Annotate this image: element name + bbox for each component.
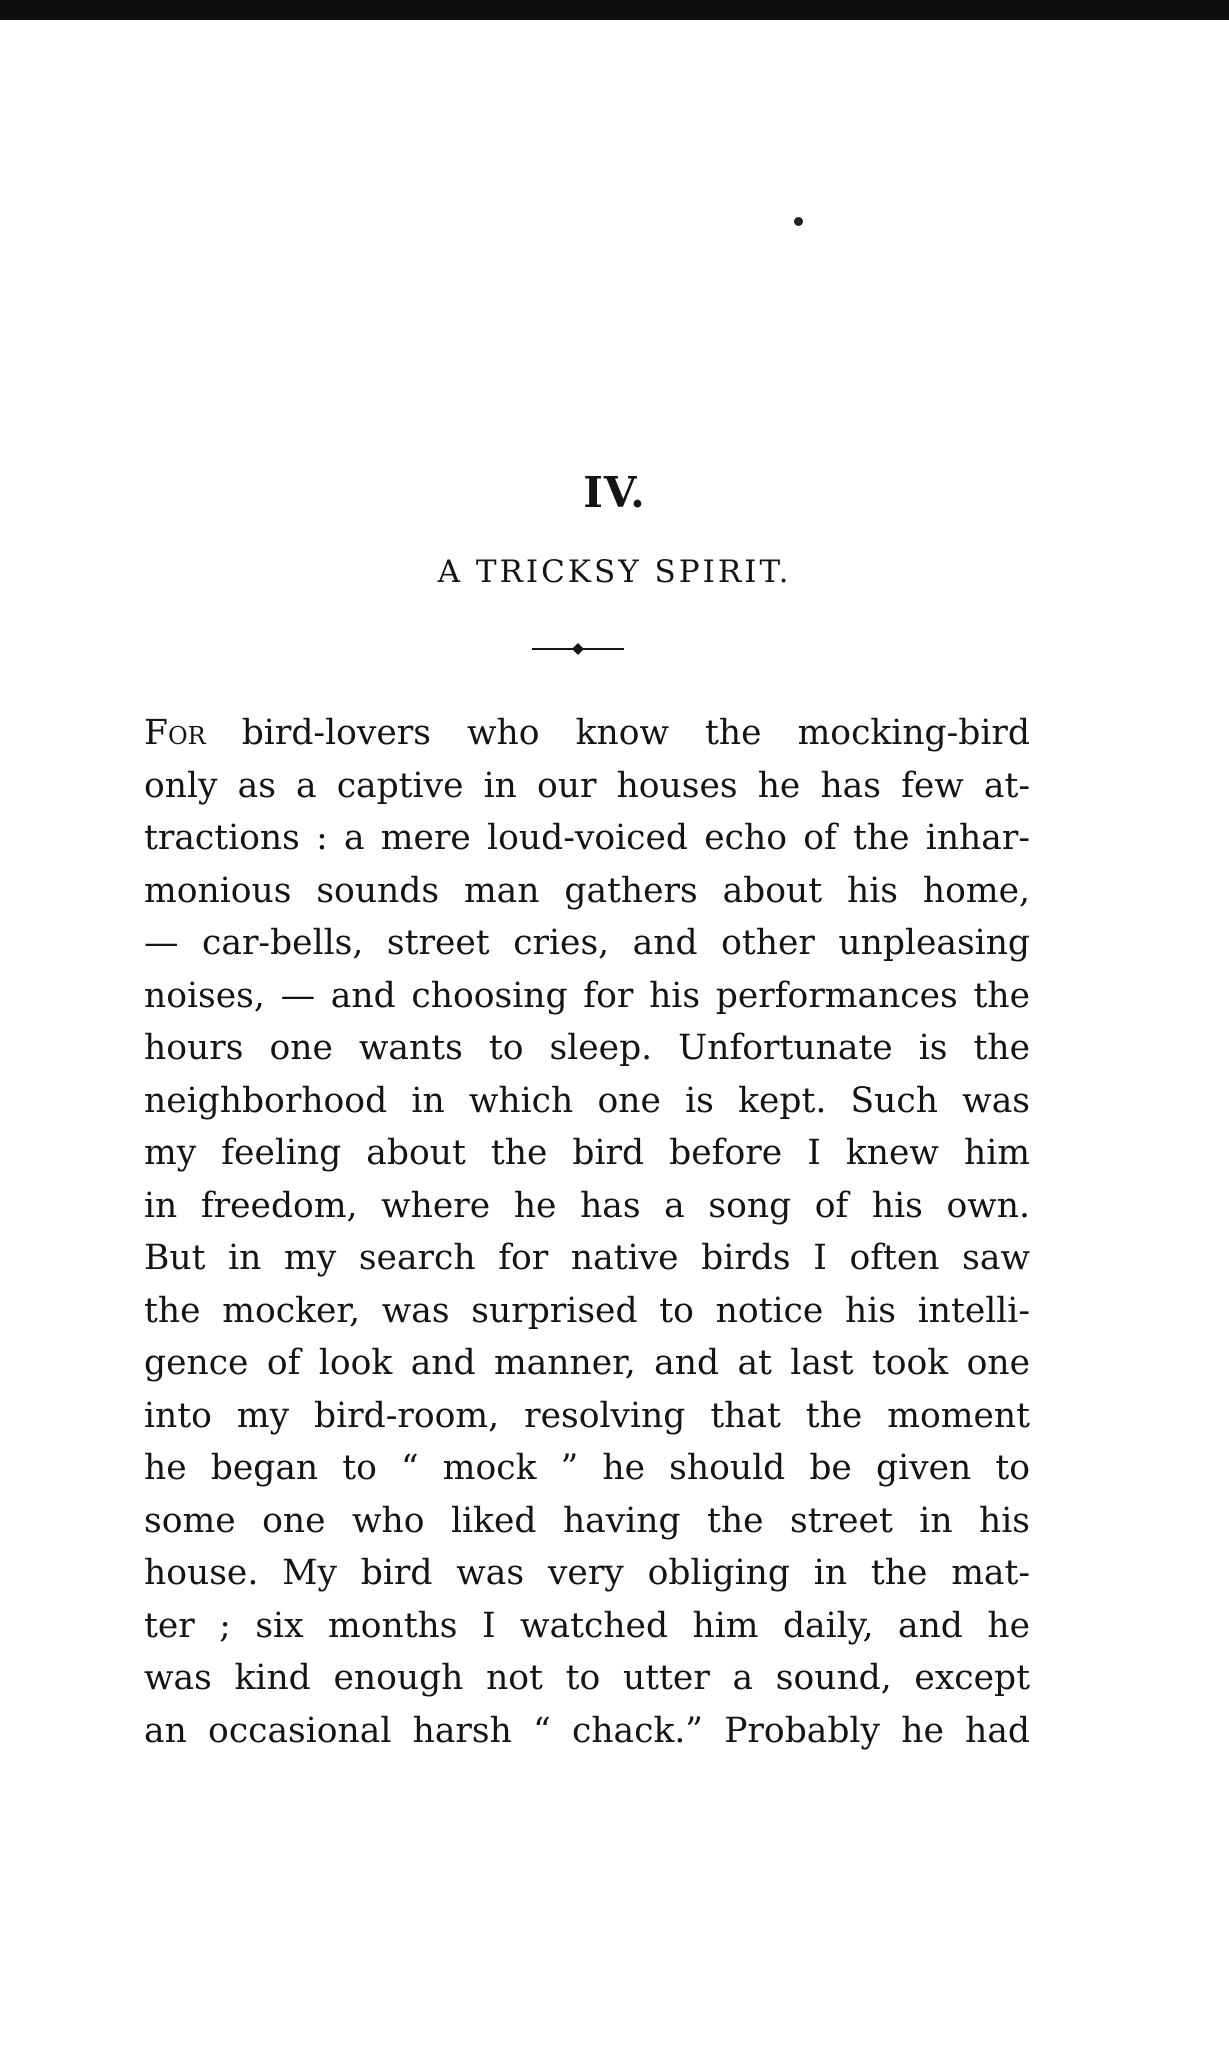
text-line: monious sounds man gathers about his home, xyxy=(144,870,1030,911)
ink-speck xyxy=(794,217,803,226)
chapter-title: A TRICKSY SPIRIT. xyxy=(437,554,792,590)
text-line: hours one wants to sleep. Unfortunate is the xyxy=(144,1028,1030,1068)
text-line: house. My bird was very obliging in the mat- xyxy=(144,1553,1030,1593)
scan-top-border xyxy=(0,0,1229,20)
opening-word: For xyxy=(144,713,206,753)
text-line: was kind enough not to utter a sound, except xyxy=(144,1658,1030,1698)
text-line: he began to “ mock ” he should be given to xyxy=(144,1448,1030,1488)
text-line: only as a captive in our houses he has few at- xyxy=(144,765,1030,806)
text-line-content: bird-lovers who know the mocking-bird xyxy=(205,713,1030,753)
text-line: the mocker, was surprised to notice his intelli- xyxy=(144,1290,1030,1331)
text-line: But in my search for native birds I often saw xyxy=(144,1238,1030,1278)
text-line: tractions : a mere loud-voiced echo of the inhar- xyxy=(144,818,1030,858)
chapter-body xyxy=(144,707,1030,1757)
chapter-number: IV. xyxy=(583,468,646,517)
text-line: ter ; six months I watched him daily, and he xyxy=(144,1605,1030,1646)
text-line: neighborhood in which one is kept. Such was xyxy=(144,1080,1030,1121)
text-line: some one who liked having the street in his xyxy=(144,1500,1030,1541)
text-line: into my bird-room, resolving that the moment xyxy=(144,1395,1030,1436)
text-line: gence of look and manner, and at last took one xyxy=(144,1343,1030,1383)
text-line: noises, — and choosing for his performances the xyxy=(144,975,1030,1016)
text-line: in freedom, where he has a song of his own. xyxy=(144,1185,1030,1226)
ornamental-divider xyxy=(528,642,628,656)
text-line xyxy=(144,707,1030,760)
text-line: my feeling about the bird before I knew him xyxy=(144,1133,1030,1173)
text-line: an occasional harsh “ chack.” Probably he had xyxy=(144,1710,1030,1751)
text-line: — car-bells, street cries, and other unpleasing xyxy=(144,923,1030,963)
